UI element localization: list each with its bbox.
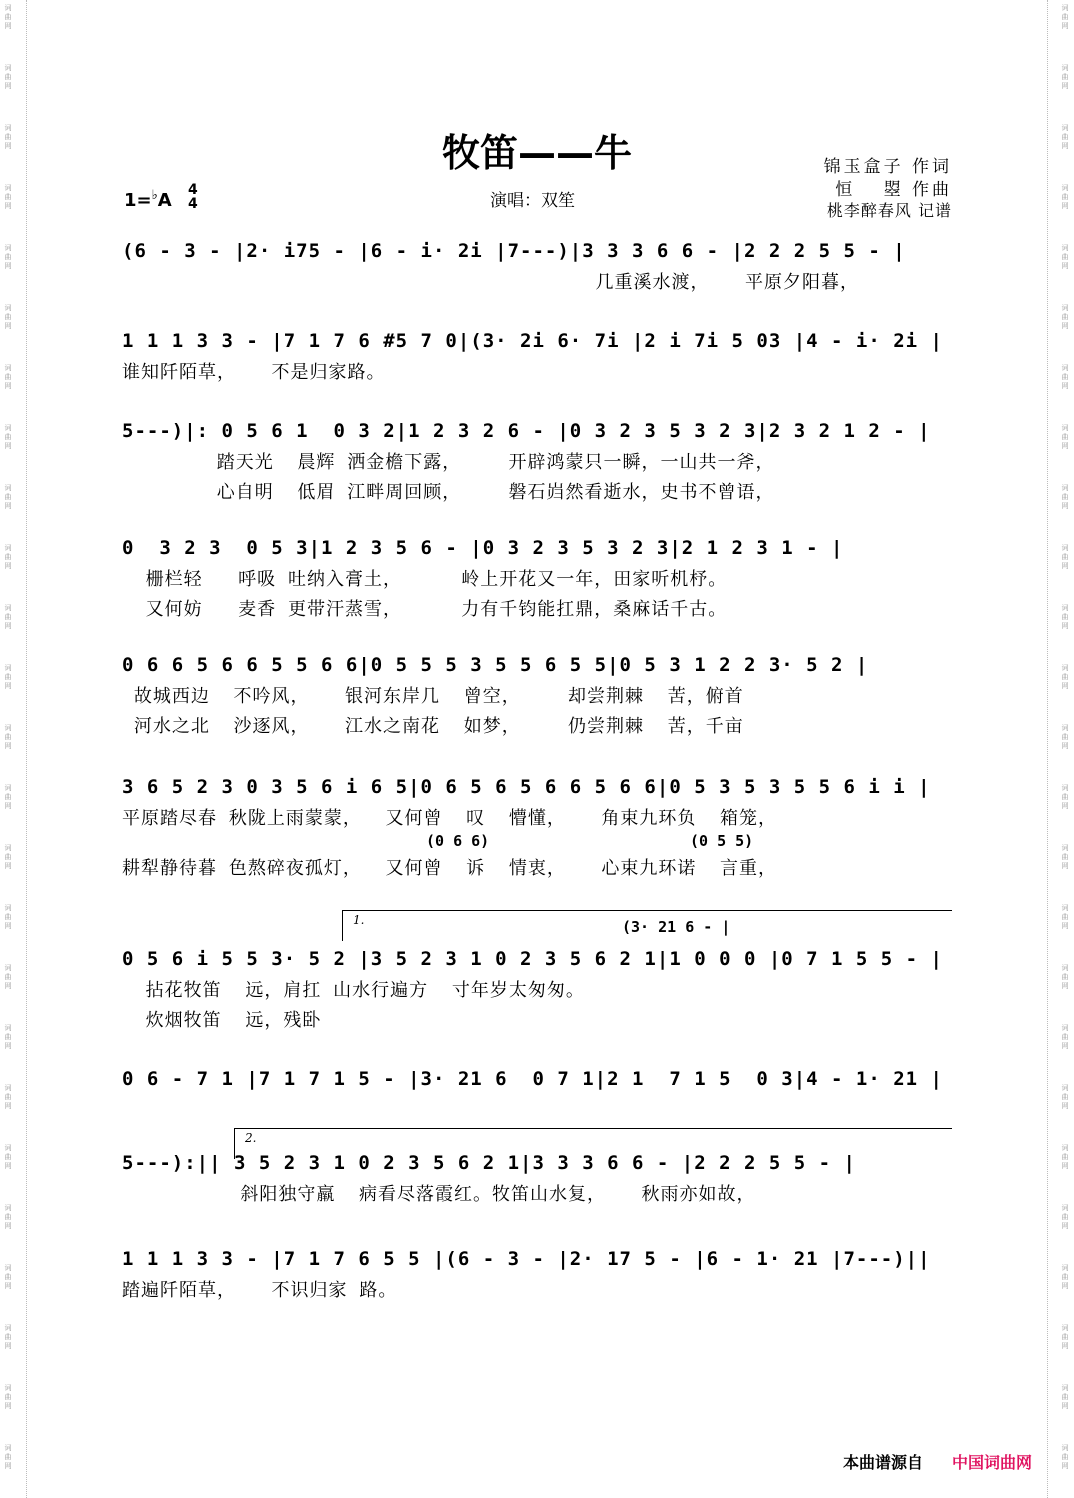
watermark-text: 词曲网 — [4, 784, 12, 810]
volta-bracket — [342, 910, 952, 941]
watermark-text: 词曲网 — [1061, 1084, 1069, 1110]
watermark-text: 词曲网 — [1061, 1384, 1069, 1410]
lyric-line: 斜阳独守羸 病看尽落霞红。牧笛山水复， 秋雨亦如故， — [122, 1184, 756, 1205]
watermark-text: 词曲网 — [1061, 784, 1069, 810]
watermark-text: 词曲网 — [4, 1324, 12, 1350]
watermark-text: 词曲网 — [4, 904, 12, 930]
watermark-text: 词曲网 — [4, 604, 12, 630]
footer-site: 中国词曲网 — [952, 1453, 1033, 1472]
transcriber-credit: 桃李醉春风 记谱 — [826, 201, 952, 220]
lyric-line: 又何妨 麦香 更带汗蒸雪， 力有千钧能扛鼎，桑麻话千古。 — [122, 599, 728, 620]
cue-notes: (3· 21 6 - | — [622, 918, 731, 936]
watermark-text: 词曲网 — [1061, 424, 1069, 450]
alt-pickup-notes: (0 5 5) — [690, 832, 754, 850]
notation-line: 0 6 6 5 6 6 5 5 6 6|0 5 5 5 3 5 5 6 5 5|0 5 3 1 2 2 3· 5 2 | — [122, 654, 869, 676]
watermark-text: 词曲网 — [1061, 484, 1069, 510]
notation-line: 0 3 2 3 0 5 3|1 2 3 5 6 - |0 3 2 3 5 3 2 3|2 1 2 3 1 - | — [122, 537, 844, 559]
watermark-text: 词曲网 — [1061, 244, 1069, 270]
left-watermark-strip — [0, 0, 27, 1498]
alt-pickup-notes: (0 6 6) — [426, 832, 490, 850]
watermark-text: 词曲网 — [1061, 184, 1069, 210]
watermark-text: 词曲网 — [4, 1444, 12, 1470]
watermark-text: 词曲网 — [1061, 124, 1069, 150]
lyricist-credit: 锦玉盒子 作词 — [823, 157, 952, 177]
watermark-text: 词曲网 — [1061, 724, 1069, 750]
watermark-text: 词曲网 — [1061, 604, 1069, 630]
volta-number: 1. — [353, 913, 365, 927]
footer-source: 本曲谱源自 — [843, 1453, 924, 1472]
notation-line: 0 6 - 7 1 |7 1 7 1 5 - |3· 21 6 0 7 1|2 1 7 1 5 0 3|4 - 1· 21 | — [122, 1068, 943, 1090]
watermark-text: 词曲网 — [4, 184, 12, 210]
watermark-text: 词曲网 — [4, 364, 12, 390]
watermark-text: 词曲网 — [4, 1144, 12, 1170]
right-watermark-strip — [1047, 0, 1074, 1498]
watermark-text: 词曲网 — [1061, 304, 1069, 330]
watermark-text: 词曲网 — [1061, 1024, 1069, 1050]
watermark-text: 词曲网 — [4, 64, 12, 90]
watermark-text: 词曲网 — [4, 1384, 12, 1410]
watermark-text: 词曲网 — [1061, 364, 1069, 390]
lyric-line: 几重溪水渡， 平原夕阳暮， — [122, 272, 859, 293]
notation-line: 5---)|: 0 5 6 1 0 3 2|1 2 3 2 6 - |0 3 2 3 5 3 2 3|2 3 2 1 2 - | — [122, 420, 931, 442]
watermark-text: 词曲网 — [4, 544, 12, 570]
watermark-text: 词曲网 — [1061, 1444, 1069, 1470]
singer-credit: 演唱：双笙 — [490, 191, 575, 211]
lyric-line: 踏遍阡陌草， 不识归家 路。 — [122, 1280, 398, 1301]
watermark-text: 词曲网 — [4, 1084, 12, 1110]
notation-line: 1 1 1 3 3 - |7 1 7 6 #5 7 0|(3· 2i 6· 7i |2 i 7i 5 03 |4 - i· 2i | — [122, 330, 943, 352]
watermark-text: 词曲网 — [4, 724, 12, 750]
watermark-text: 词曲网 — [4, 1024, 12, 1050]
lyric-line: 拈花牧笛 远，肩扛 山水行遍方 寸年岁太匆匆。 — [122, 980, 585, 1001]
watermark-text: 词曲网 — [4, 1264, 12, 1290]
watermark-text: 词曲网 — [1061, 1264, 1069, 1290]
watermark-text: 词曲网 — [4, 964, 12, 990]
watermark-text: 词曲网 — [4, 4, 12, 30]
time-signature: 4 4 — [188, 182, 198, 212]
watermark-text: 词曲网 — [4, 304, 12, 330]
lyric-line: 耕犁静待暮 色熬碎夜孤灯， 又何曾 诉 情衷， 心束九环诺 言重， — [122, 858, 778, 879]
watermark-text: 词曲网 — [1061, 544, 1069, 570]
lyric-line: 炊烟牧笛 远，残卧 — [122, 1010, 322, 1031]
lyric-line: 河水之北 沙逐风， 江水之南花 如梦， 仍尝荆棘 苦，千亩 — [122, 716, 744, 737]
lyric-line: 故城西边 不吟风， 银河东岸几 曾空， 却尝荆棘 苦，俯首 — [122, 686, 744, 707]
watermark-text: 词曲网 — [4, 844, 12, 870]
watermark-text: 词曲网 — [1061, 4, 1069, 30]
notation-line: 1 1 1 3 3 - |7 1 7 6 5 5 |(6 - 3 - |2· 17 5 - |6 - 1· 21 |7---)|| — [122, 1248, 931, 1270]
composer-credit: 恒 曌 作曲 — [835, 180, 952, 200]
notation-line: (6 - 3 - |2· i75 - |6 - i· 2i |7---)|3 3 3 6 6 - |2 2 2 5 5 - | — [122, 240, 906, 262]
watermark-text: 词曲网 — [4, 244, 12, 270]
lyric-line: 谁知阡陌草， 不是归家路。 — [122, 362, 386, 383]
volta-bracket — [234, 1128, 952, 1159]
watermark-text: 词曲网 — [4, 124, 12, 150]
lyric-line: 心自明 低眉 江畔周回顾， 磐石岿然看逝水，史书不曾语， — [122, 482, 775, 503]
watermark-text: 词曲网 — [1061, 664, 1069, 690]
lyric-line: 平原踏尽春 秋陇上雨蒙蒙， 又何曾 叹 懵懂， 角束九环负 箱笼， — [122, 808, 778, 829]
watermark-text: 词曲网 — [4, 484, 12, 510]
watermark-text: 词曲网 — [4, 424, 12, 450]
watermark-text: 词曲网 — [1061, 844, 1069, 870]
watermark-text: 词曲网 — [4, 1204, 12, 1230]
song-title: 牧笛——牛 — [441, 131, 632, 175]
lyric-line: 栅栏轻 呼吸 吐纳入膏土， 岭上开花又一年，田家听机杼。 — [122, 569, 728, 590]
volta-number: 2. — [245, 1131, 257, 1145]
notation-line: 5---):|| 3 5 2 3 1 0 2 3 5 6 2 1|3 3 3 6 6 - |2 2 2 5 5 - | — [122, 1152, 856, 1174]
lyric-line: 踏天光 晨辉 洒金檐下露， 开辟鸿蒙只一瞬，一山共一斧， — [122, 452, 775, 473]
watermark-text: 词曲网 — [1061, 1204, 1069, 1230]
key-signature: 1=♭A — [124, 188, 172, 211]
notation-line: 3 6 5 2 3 0 3 5 6 i 6 5|0 6 5 6 5 6 6 5 6 6|0 5 3 5 3 5 5 6 i i | — [122, 776, 931, 798]
watermark-text: 词曲网 — [1061, 1324, 1069, 1350]
watermark-text: 词曲网 — [1061, 964, 1069, 990]
watermark-text: 词曲网 — [1061, 1144, 1069, 1170]
watermark-text: 词曲网 — [1061, 64, 1069, 90]
watermark-text: 词曲网 — [1061, 904, 1069, 930]
notation-line: 0 5 6 i 5 5 3· 5 2 |3 5 2 3 1 0 2 3 5 6 2 1|1 0 0 0 |0 7 1 5 5 - | — [122, 948, 943, 970]
watermark-text: 词曲网 — [4, 664, 12, 690]
